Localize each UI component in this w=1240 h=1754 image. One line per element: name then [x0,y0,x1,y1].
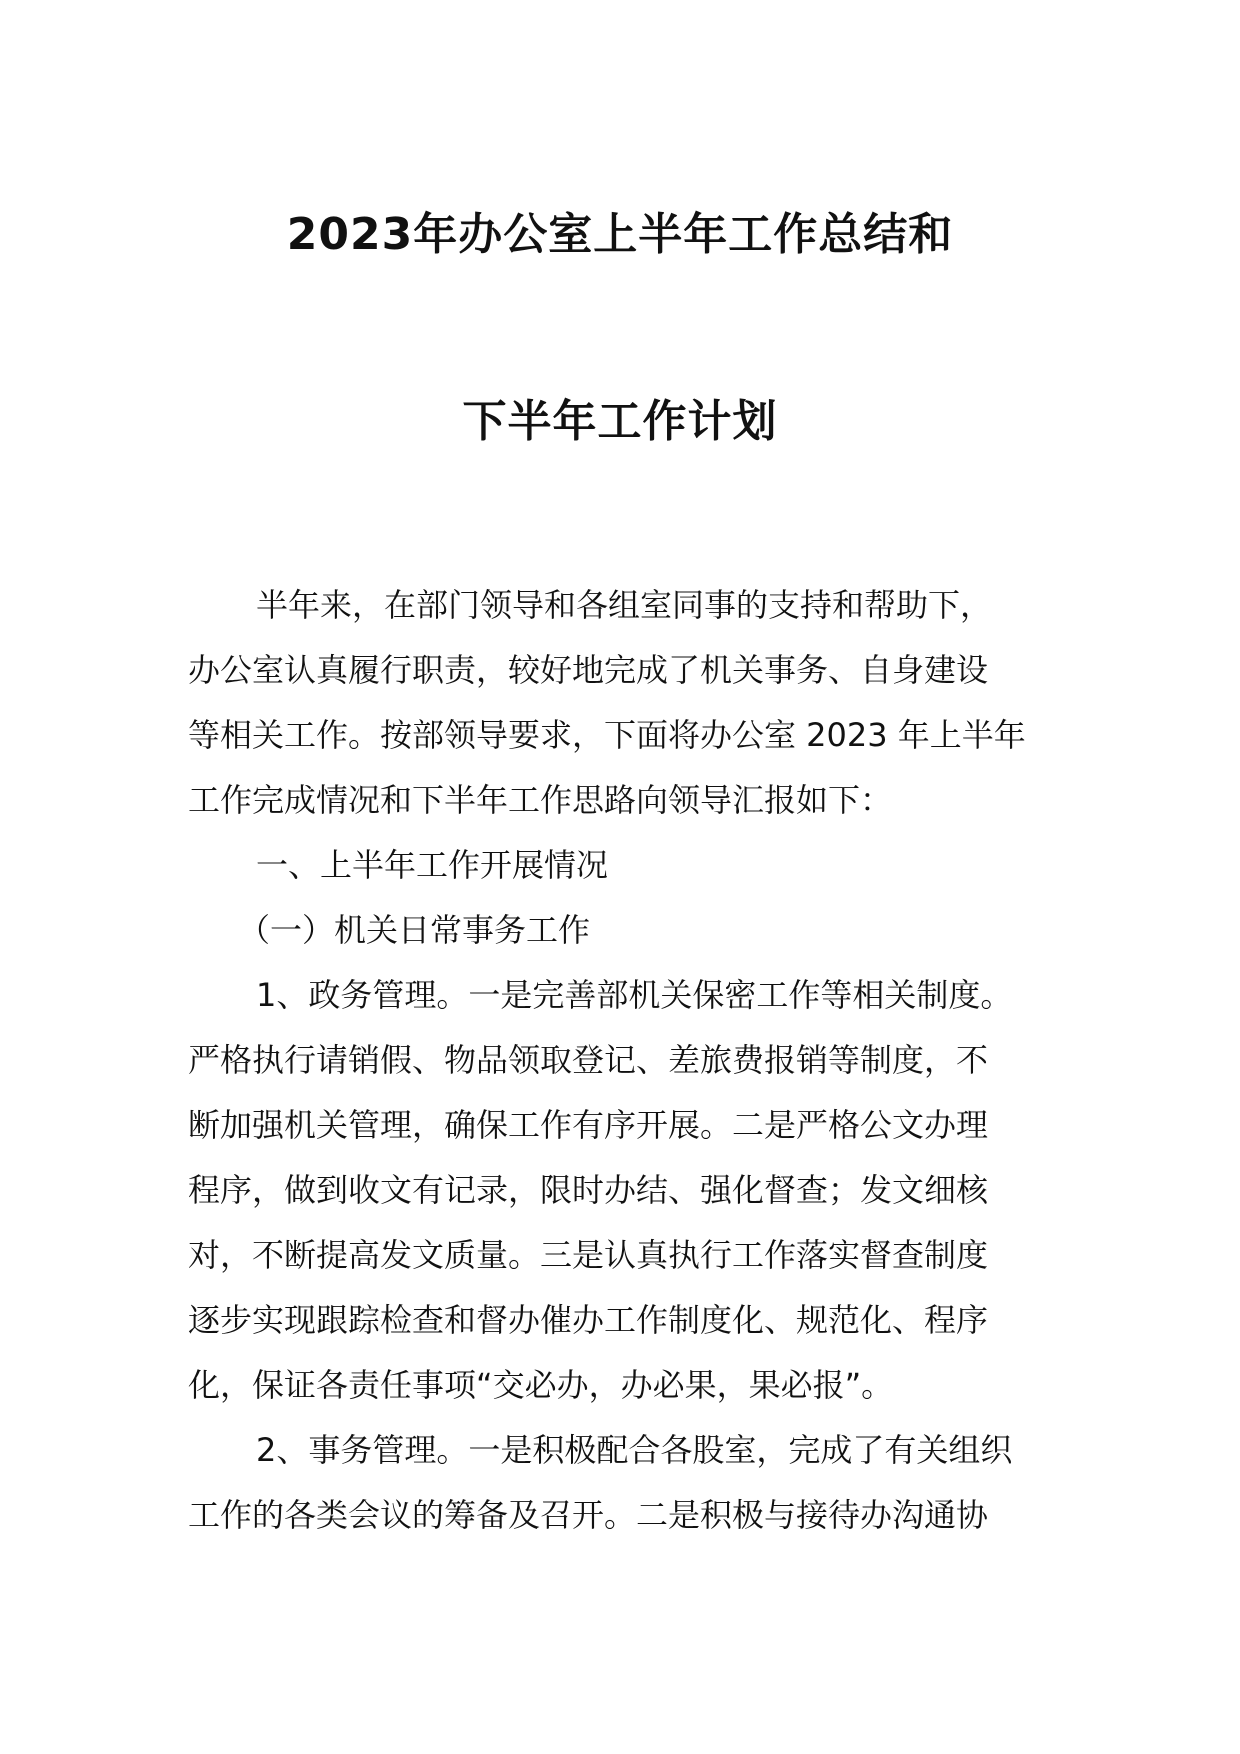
paragraph-line: 工作的各类会议的筹备及召开。二是积极与接待办沟通协 [188,1496,989,1534]
document-title-line-2: 下半年工作计划 [462,396,778,447]
paragraph-line: 1、政务管理。一是完善部机关保密工作等相关制度。 [256,976,1013,1014]
subsection-heading: （一）机关日常事务工作 [238,911,591,949]
paragraph-line: 化，保证各责任事项“交必办，办必果，果必报”。 [188,1366,894,1404]
paragraph-line: 半年来，在部门领导和各组室同事的支持和帮助下， [256,586,993,624]
paragraph-line: 2、事务管理。一是积极配合各股室，完成了有关组织 [256,1431,1013,1469]
paragraph-line: 严格执行请销假、物品领取登记、差旅费报销等制度，不 [188,1041,989,1079]
paragraph-line: 等相关工作。按部领导要求，下面将办公室 2023 年上半年 [188,716,1026,754]
section-heading: 一、上半年工作开展情况 [256,846,609,884]
paragraph-line: 对，不断提高发文质量。三是认真执行工作落实督查制度 [188,1236,989,1274]
paragraph-line: 工作完成情况和下半年工作思路向领导汇报如下： [188,781,893,819]
document-body [188,573,1056,1548]
paragraph-line: 程序，做到收文有记录，限时办结、强化督查；发文细核 [188,1171,989,1209]
document-title-line-1: 2023年办公室上半年工作总结和 [286,209,954,260]
paragraph-line: 断加强机关管理，确保工作有序开展。二是严格公文办理 [188,1106,989,1144]
paragraph-line: 办公室认真履行职责，较好地完成了机关事务、自身建设 [188,651,989,689]
paragraph-line: 逐步实现跟踪检查和督办催办工作制度化、规范化、程序 [188,1301,989,1339]
